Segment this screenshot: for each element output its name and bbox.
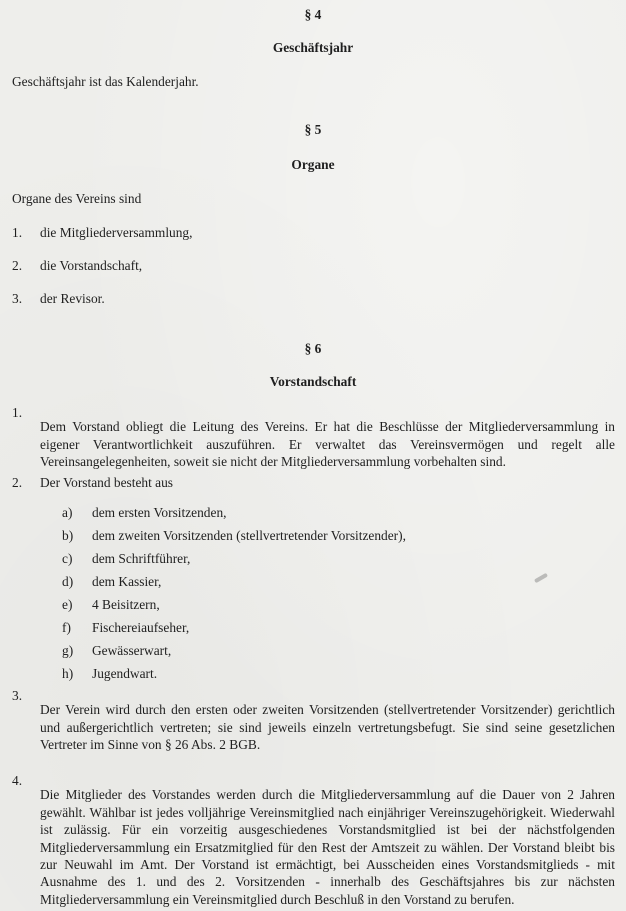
section-4-number: § 4 <box>304 7 322 22</box>
organ-list-item <box>0 291 626 311</box>
list-number: 2. <box>12 258 23 273</box>
paragraph-number: 1. <box>12 405 23 420</box>
list-number: 3. <box>12 291 23 306</box>
scan-smudge <box>534 573 548 583</box>
list-text: der Revisor. <box>40 291 105 306</box>
item-letter: b) <box>62 528 74 543</box>
item-letter: a) <box>62 505 73 520</box>
item-text: Fischereiaufseher, <box>92 620 190 635</box>
item-letter: c) <box>62 551 73 566</box>
organ-list-item <box>0 225 626 245</box>
paragraph-1-text: Dem Vorstand obliegt die Leitung des Vereins. Er hat die Beschlüsse der Mitgliederversammlung in eigener Verantwortlichkeit auszuführen. Er verwaltet das Vereinsvermögen und regelt alle Vereinsangelegenheiten, soweit sie nicht der Mitgliederversammlung vorbehalten sind. <box>40 419 615 469</box>
list-text: die Mitgliederversammlung, <box>40 225 193 240</box>
section-4-title: Geschäftsjahr <box>272 40 354 55</box>
item-letter: h) <box>62 666 74 681</box>
item-letter: d) <box>62 574 74 589</box>
paragraph-number: 2. <box>12 475 23 490</box>
item-letter: g) <box>62 643 74 658</box>
list-text: die Vorstandschaft, <box>40 258 143 273</box>
section-4-text: Geschäftsjahr ist das Kalenderjahr. <box>12 74 199 89</box>
section-5-title: Organe <box>291 157 335 172</box>
section-5-intro: Organe des Vereins sind <box>12 191 142 206</box>
item-text: 4 Beisitzern, <box>92 597 160 612</box>
paragraph-2-text: Der Vorstand besteht aus <box>40 475 174 490</box>
paragraph-3-text: Der Verein wird durch den ersten oder zweiten Vorsitzenden (stellvertretender Vorsitzender) gerichtlich und außergerichtlich vertreten; sie sind jeweils einzeln vertretungsbefugt. Sie sind seine gesetzlichen Vertreter im Sinne von § 26 Abs. 2 BGB. <box>40 702 615 752</box>
item-text: Gewässerwart, <box>92 643 172 658</box>
section-6-title: Vorstandschaft <box>269 374 357 389</box>
item-letter: f) <box>62 620 71 635</box>
section-6-number: § 6 <box>304 341 322 356</box>
item-letter: e) <box>62 597 73 612</box>
item-text: dem Schriftführer, <box>92 551 191 566</box>
paragraph-number: 3. <box>12 688 23 703</box>
item-text: dem zweiten Vorsitzenden (stellvertretender Vorsitzender), <box>92 528 406 543</box>
paragraph-number: 4. <box>12 773 23 788</box>
item-text: dem Kassier, <box>92 574 162 589</box>
paragraph-4-text: Die Mitglieder des Vorstandes werden durch die Mitgliederversammlung auf die Dauer von 2 Jahren gewählt. Wählbar ist jedes volljährige Vereinsmitglied nach einjähriger Vereinszugehörigkeit. Wiederwahl ist zulässig. Für ein vorzeitig ausgeschiedenes Vorstandsmitglied ist bei der nächstfolgenden Mitgliederversammlung ein Ersatzmitglied für den Rest der Amtszeit zu wählen. Der Vorstand bleibt bis zur Neuwahl im Amt. Der Vorstand ist ermächtigt, bei Ausscheiden eines Vorstandsmitglieds - mit Ausnahme des 1. und des 2. Vorsitzenden - innerhalb des Geschäftsjahres bis zur nächsten Mitgliederversammlung ein Vereinsmitglied durch Beschluß in den Vorstand zu berufen. <box>40 787 615 907</box>
item-text: Jugendwart. <box>92 666 158 681</box>
section-5-number: § 5 <box>304 122 322 137</box>
item-text: dem ersten Vorsitzenden, <box>92 505 227 520</box>
organ-list-item <box>0 258 626 278</box>
list-number: 1. <box>12 225 23 240</box>
